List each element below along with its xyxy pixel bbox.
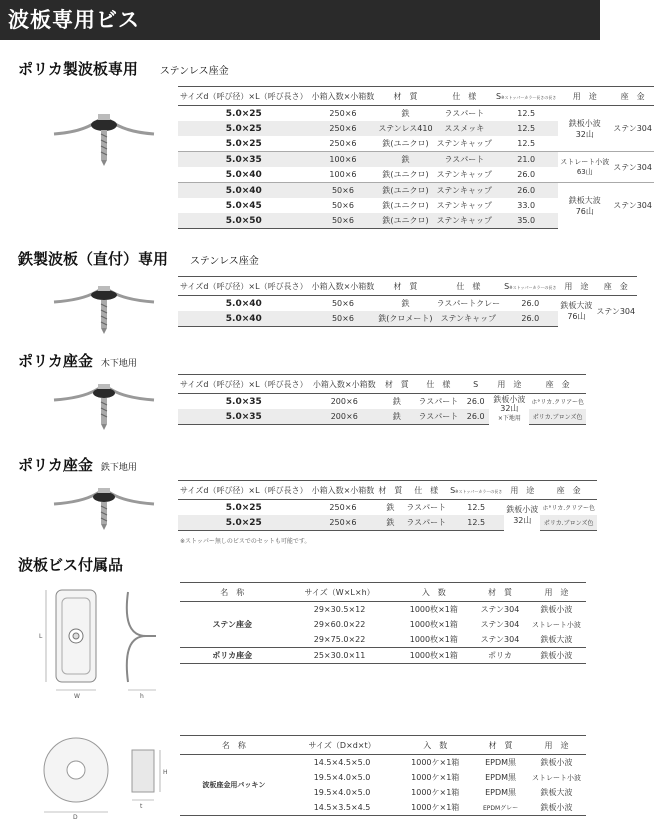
col-use: 用 途 bbox=[558, 277, 594, 296]
dim-l: L bbox=[39, 633, 43, 640]
cell-spec: ススメッキ bbox=[435, 121, 494, 136]
cell-material: 鉄 bbox=[392, 397, 401, 406]
col-size: サイズd（呼び径）×L（呼び長さ） bbox=[178, 277, 310, 296]
cell-spec: ラスパート bbox=[435, 152, 494, 168]
cell-qty: 1000ケ×1箱 bbox=[411, 788, 460, 797]
cell-use bbox=[504, 500, 540, 531]
col-spec: 仕 様 bbox=[415, 375, 462, 394]
section-subtitle: ステンレス座金 bbox=[190, 256, 259, 267]
col-s bbox=[448, 481, 504, 500]
cell-size: 5.0×25 bbox=[178, 515, 310, 531]
cell-size: 19.5×4.0×5.0 bbox=[313, 773, 371, 782]
dim-D: D bbox=[73, 814, 78, 821]
col-material: 材 質 bbox=[376, 277, 434, 296]
cell-pack: 50×6 bbox=[331, 299, 354, 308]
cell-material: EPDM黒 bbox=[485, 758, 517, 767]
cell-use bbox=[558, 106, 611, 152]
col-use: 用 途 bbox=[558, 87, 611, 106]
cell-pack: 50×6 bbox=[310, 213, 377, 229]
cell-pack: 250×6 bbox=[329, 109, 357, 118]
col-use: 用 途 bbox=[504, 481, 540, 500]
cell-use: 鉄板小波 bbox=[540, 651, 573, 660]
cell-material: ポリカ bbox=[487, 651, 512, 660]
cell-material: 鉄 bbox=[376, 152, 434, 168]
s-note: ※ストッパーカラーの長さ bbox=[509, 284, 557, 290]
col-spec: 仕 様 bbox=[404, 481, 448, 500]
cell-spec: ラスパート bbox=[406, 503, 447, 512]
col-washer: 座 金 bbox=[540, 481, 597, 500]
cell-pack: 200×6 bbox=[330, 397, 358, 406]
col-size: サイズd（呼び径）×L（呼び長さ） bbox=[178, 375, 310, 394]
cell-s: 26.0 bbox=[517, 170, 536, 179]
cell-size: 5.0×35 bbox=[178, 152, 310, 168]
cell-size: 5.0×40 bbox=[225, 298, 262, 309]
accessory-table-packing bbox=[180, 735, 586, 816]
col-s: S bbox=[462, 375, 489, 394]
page-title: 波板専用ビス bbox=[0, 0, 600, 40]
spec-table-polywasher-steel bbox=[178, 480, 597, 531]
cell-use: 鉄板小波 bbox=[540, 605, 573, 614]
cell-spec: ラスパート bbox=[418, 397, 459, 406]
col-material: 材 質 bbox=[376, 481, 404, 500]
dim-H: H bbox=[163, 769, 168, 776]
cell-size: 5.0×40 bbox=[225, 169, 262, 180]
col-size: サイズ（W×L×h） bbox=[284, 583, 394, 602]
cell-s: 12.5 bbox=[517, 109, 536, 118]
col-name: 名 称 bbox=[180, 583, 284, 602]
cell-s: 33.0 bbox=[517, 201, 536, 210]
cell-washer: ポリカ.ブロンズ色 bbox=[529, 409, 586, 425]
col-s bbox=[502, 277, 558, 296]
s-note: ※ストッパーカラーの長さ bbox=[455, 488, 503, 494]
table-row bbox=[178, 106, 654, 122]
cell-pack: 50×6 bbox=[331, 201, 354, 210]
cell-qty: 1000枚×1箱 bbox=[409, 605, 458, 614]
footnote: ※ストッパー無しのビスでのセットも可能です。 bbox=[180, 538, 311, 545]
s-head: S bbox=[504, 281, 510, 291]
cell-material: 鉄(ユニクロ) bbox=[376, 183, 434, 199]
cell-size: 29×30.5×12 bbox=[313, 605, 366, 614]
cell-s: 26.0 bbox=[462, 409, 489, 425]
col-size: サイズd（呼び径）×L（呼び長さ） bbox=[178, 481, 310, 500]
col-material: 材 質 bbox=[376, 87, 434, 106]
spec-table-polycarbonate bbox=[178, 86, 654, 229]
cell-material: 鉄 bbox=[376, 515, 404, 531]
use-text: 鉄板大波 bbox=[568, 195, 601, 205]
cell-material: 鉄 bbox=[386, 503, 395, 512]
cell-material: EPDM黒 bbox=[485, 788, 517, 797]
cell-use bbox=[558, 152, 611, 183]
dim-h: h bbox=[140, 693, 144, 700]
cell-pack: 250×6 bbox=[310, 121, 377, 136]
cell-material: 鉄(ユニクロ) bbox=[382, 201, 429, 210]
cell-size: 5.0×25 bbox=[225, 502, 262, 513]
col-pack: 小箱入数×小箱数 bbox=[310, 277, 377, 296]
packing-drawing bbox=[36, 720, 176, 820]
cell-spec: ラスパート bbox=[444, 109, 485, 118]
cell-size: 5.0×45 bbox=[225, 200, 262, 211]
cell-material: ステン304 bbox=[480, 620, 520, 629]
dim-t: t bbox=[140, 803, 143, 810]
cell-spec: ラスパートクレー bbox=[436, 299, 501, 308]
cell-qty: 1000ケ×1箱 bbox=[411, 803, 460, 812]
cell-size: 5.0×35 bbox=[178, 409, 310, 425]
cell-washer: ステン304 bbox=[596, 306, 636, 316]
cell-spec: ステンキャップ bbox=[436, 201, 493, 210]
s-head: S bbox=[496, 91, 502, 101]
screw-on-corrugated-sheet-illustration bbox=[52, 92, 157, 172]
section-title-text: ポリカ座金 bbox=[18, 456, 93, 474]
cell-name: ポリカ座金 bbox=[212, 651, 253, 660]
use-text: ×下地用 bbox=[497, 415, 521, 423]
cell-material: 鉄 bbox=[401, 109, 410, 118]
cell-s: 35.0 bbox=[494, 213, 558, 229]
cell-use: ストレート小波 bbox=[531, 620, 581, 629]
use-text: 32山 bbox=[513, 516, 532, 526]
use-text: 鉄板小波 bbox=[568, 118, 601, 128]
cell-material: 鉄(ユニクロ) bbox=[382, 170, 429, 179]
col-material: 材 質 bbox=[379, 375, 415, 394]
cell-material: ステン304 bbox=[480, 635, 520, 644]
section-title-polycarbonate bbox=[18, 58, 229, 79]
table-row bbox=[180, 648, 586, 664]
table-row bbox=[178, 500, 597, 516]
cell-material: 鉄 bbox=[379, 409, 415, 425]
washer-drawing bbox=[36, 582, 176, 702]
cell-washer: ホ°リカ.クリアー色 bbox=[531, 399, 584, 406]
col-washer: 座 金 bbox=[529, 375, 586, 394]
section-title-text: ポリカ製波板専用 bbox=[18, 60, 138, 78]
cell-s: 26.0 bbox=[521, 299, 540, 308]
table-row bbox=[178, 296, 637, 312]
use-text: 32山 bbox=[575, 129, 594, 139]
section-title-text: 鉄製波板（直付）専用 bbox=[18, 250, 169, 268]
cell-spec: ラスパート bbox=[404, 515, 448, 531]
col-qty: 入 数 bbox=[395, 583, 473, 602]
dim-w: W bbox=[74, 693, 80, 700]
cell-use: 鉄板小波 bbox=[540, 758, 573, 767]
cell-material: 鉄(ユニクロ) bbox=[382, 139, 429, 148]
col-qty: 入 数 bbox=[396, 736, 474, 755]
cell-use: 鉄板小波 bbox=[540, 803, 573, 812]
cell-material: ステンレス410 bbox=[376, 121, 434, 136]
cell-pack: 100×6 bbox=[329, 170, 357, 179]
col-pack: 小箱入数×小箱数 bbox=[310, 481, 377, 500]
s-note: ※ストッパーカラー長さの長さ bbox=[501, 94, 557, 100]
cell-qty: 1000ケ×1箱 bbox=[411, 773, 460, 782]
cell-size: 29×75.0×22 bbox=[313, 635, 366, 644]
cell-s: 12.5 bbox=[494, 121, 558, 136]
cell-size: 29×60.0×22 bbox=[313, 620, 366, 629]
spec-table-polywasher-wood bbox=[178, 374, 586, 425]
col-spec: 仕 様 bbox=[435, 277, 503, 296]
col-pack: 小箱入数×小箱数 bbox=[310, 375, 379, 394]
cell-size: 5.0×25 bbox=[178, 121, 310, 136]
col-name: 名 称 bbox=[180, 736, 288, 755]
col-size: サイズd（呼び径）×L（呼び長さ） bbox=[178, 87, 310, 106]
section-subtitle: 木下地用 bbox=[100, 359, 137, 369]
col-use: 用 途 bbox=[489, 375, 529, 394]
cell-use: 鉄板大波 bbox=[540, 788, 573, 797]
cell-spec: ステンキャップ bbox=[436, 139, 493, 148]
cell-name: 波板座金用パッキン bbox=[180, 755, 288, 816]
cell-size: 5.0×40 bbox=[178, 311, 310, 327]
cell-pack: 250×6 bbox=[329, 503, 357, 512]
section-title-polywasher-steel bbox=[18, 454, 137, 475]
cell-spec: ステンキャップ bbox=[436, 170, 493, 179]
cell-pack: 50×6 bbox=[310, 183, 377, 199]
use-text: 63山 bbox=[576, 168, 593, 176]
cell-washer: ポリカ.ブロンズ色 bbox=[540, 515, 597, 531]
col-washer: 座 金 bbox=[594, 277, 637, 296]
cell-spec: ステンキャップ bbox=[435, 311, 503, 327]
cell-washer: ホ°リカ.クリアー色 bbox=[542, 505, 595, 512]
cell-washer: ステン304 bbox=[613, 201, 652, 211]
cell-material: 鉄 bbox=[401, 299, 410, 308]
cell-s: 26.0 bbox=[466, 397, 485, 406]
col-material: 材 質 bbox=[474, 736, 527, 755]
col-s bbox=[494, 87, 558, 106]
table-row bbox=[178, 152, 654, 168]
use-text: ストレート小波 bbox=[560, 158, 610, 166]
cell-size: 5.0×40 bbox=[178, 183, 310, 199]
col-washer: 座 金 bbox=[611, 87, 654, 106]
cell-material: EPDM黒 bbox=[485, 773, 517, 782]
table-row bbox=[178, 394, 586, 410]
cell-use bbox=[558, 183, 611, 229]
cell-qty: 1000枚×1箱 bbox=[409, 635, 458, 644]
col-spec: 仕 様 bbox=[435, 87, 494, 106]
cell-use: ストレート小波 bbox=[532, 773, 581, 782]
cell-use bbox=[489, 394, 529, 425]
table-row bbox=[180, 602, 586, 618]
col-material: 材 質 bbox=[473, 583, 527, 602]
cell-s: 26.0 bbox=[494, 183, 558, 199]
table-row bbox=[178, 183, 654, 199]
cell-spec: ステンキャップ bbox=[435, 213, 494, 229]
cell-spec: ラスパート bbox=[415, 409, 462, 425]
cell-size: 14.5×4.5×5.0 bbox=[313, 758, 371, 767]
cell-size: 5.0×25 bbox=[225, 108, 262, 119]
screw-with-poly-washer-illustration bbox=[52, 482, 157, 540]
cell-material: 鉄(クロメート) bbox=[376, 311, 434, 327]
use-text: 鉄板大波 bbox=[560, 301, 593, 311]
accessory-table-washer bbox=[180, 582, 586, 664]
cell-material: 鉄(ユニクロ) bbox=[376, 213, 434, 229]
cell-pack: 250×6 bbox=[310, 515, 377, 531]
cell-spec: ステンキャップ bbox=[435, 183, 494, 199]
cell-s: 26.0 bbox=[502, 311, 558, 327]
use-text: 76山 bbox=[575, 206, 594, 216]
cell-pack: 200×6 bbox=[310, 409, 379, 425]
cell-material: EPDMグレー bbox=[482, 805, 519, 812]
section-subtitle: 鉄下地用 bbox=[100, 463, 137, 473]
use-text: 鉄板小波 bbox=[506, 505, 539, 515]
cell-s: 12.5 bbox=[448, 515, 504, 531]
cell-use bbox=[558, 296, 594, 327]
col-size: サイズ（D×d×t） bbox=[288, 736, 397, 755]
cell-size: 19.5×4.0×5.0 bbox=[313, 788, 371, 797]
col-use: 用 途 bbox=[527, 736, 586, 755]
section-title-text: ポリカ座金 bbox=[18, 352, 93, 370]
cell-size: 14.5×3.5×4.5 bbox=[313, 803, 371, 812]
s-head: S bbox=[450, 485, 456, 495]
cell-material: ステン304 bbox=[480, 605, 520, 614]
cell-washer: ステン304 bbox=[613, 162, 652, 172]
cell-size: 25×30.0×11 bbox=[313, 651, 366, 660]
cell-size: 5.0×35 bbox=[225, 396, 262, 407]
section-title-accessories: 波板ビス付属品 bbox=[18, 556, 124, 574]
cell-name: ステン座金 bbox=[180, 602, 284, 648]
cell-qty: 1000枚×1箱 bbox=[409, 651, 458, 660]
col-use: 用 途 bbox=[527, 583, 586, 602]
screw-with-poly-washer-illustration bbox=[52, 378, 157, 436]
table-row bbox=[180, 755, 586, 771]
screw-on-corrugated-sheet-illustration bbox=[52, 280, 157, 340]
use-text: 32山 bbox=[500, 404, 519, 414]
col-pack: 小箱入数×小箱数 bbox=[310, 87, 377, 106]
cell-washer: ステン304 bbox=[613, 124, 652, 133]
cell-s: 12.5 bbox=[517, 139, 536, 148]
cell-pack: 100×6 bbox=[310, 152, 377, 168]
cell-size: 5.0×25 bbox=[225, 138, 262, 149]
section-title-polywasher-wood bbox=[18, 350, 137, 371]
section-title-steel bbox=[18, 248, 259, 269]
use-text: 鉄板小波 bbox=[493, 395, 526, 405]
use-text: 76山 bbox=[567, 312, 586, 322]
cell-size: 5.0×50 bbox=[178, 213, 310, 229]
cell-qty: 1000ケ×1箱 bbox=[411, 758, 460, 767]
cell-s: 21.0 bbox=[494, 152, 558, 168]
spec-table-steel bbox=[178, 276, 637, 327]
cell-pack: 250×6 bbox=[329, 139, 357, 148]
cell-s: 12.5 bbox=[467, 503, 486, 512]
section-subtitle: ステンレス座金 bbox=[159, 66, 229, 77]
cell-qty: 1000枚×1箱 bbox=[409, 620, 458, 629]
cell-pack: 50×6 bbox=[310, 311, 377, 327]
cell-use: 鉄板大波 bbox=[540, 635, 573, 644]
